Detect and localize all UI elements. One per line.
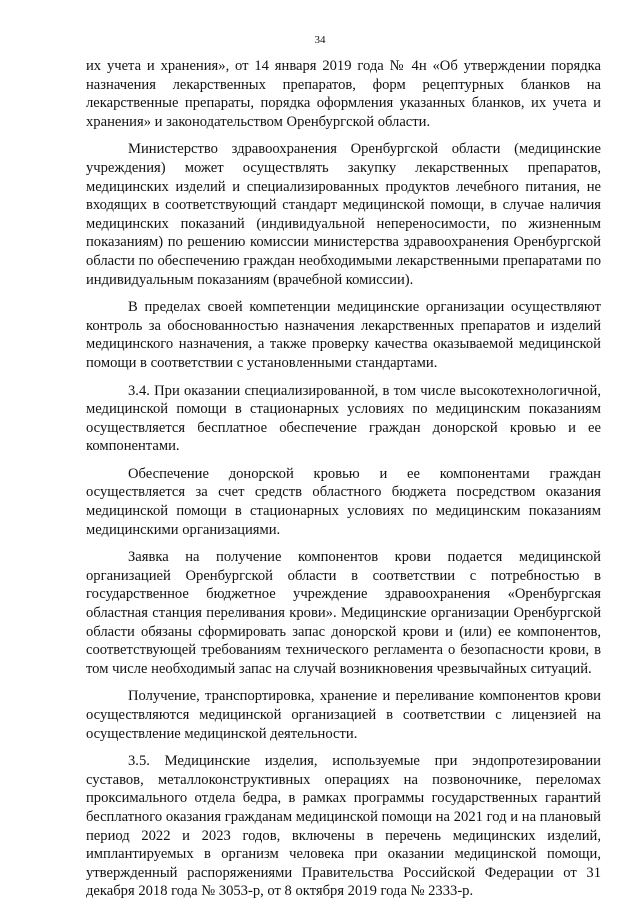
paragraph-section-3-5: 3.5. Медицинские изделия, используемые при эндопротезировании суставов, металлоконструктивных операциях на позвоночнике, переломах проксимального отдела бедра, в рамках программы государственных гарантий бесплатного оказания гражданам медицинской помощи на 2021 год и на плановый период 2022 и 2023 годов, включены в перечень медицинских изделий, имплантируемых в организм человека при оказании медицинской помощи, утвержденный распоряжениями Правительства Российской Федерации от 31 декабря 2018 года № 3053-р, от 8 октября 2019 года № 2333-р.	[86, 753, 601, 900]
paragraph-blood-license: Получение, транспортировка, хранение и переливание компонентов крови осуществляются медицинской организацией в соответствии с лицензией на осуществление медицинской деятельности.	[86, 688, 601, 742]
paragraph-procurement: Министерство здравоохранения Оренбургской области (медицинские учреждения) может осуществлять закупку лекарственных препаратов, медицинских изделий и специализированных продуктов лечебного питания, не входящих в соответствующий стандарт медицинской помощи, в случае наличия медицинских показаний (индивидуальной непереносимости, по жизненным показаниям) по решению комиссии министерства здравоохранения Оренбургской области по обеспечению граждан необходимыми лекарственными препаратами по индивидуальным показаниям (врачебной комиссии).	[86, 141, 601, 288]
paragraph-blood-funding: Обеспечение донорской кровью и ее компонентами граждан осуществляется за счет средств областного бюджета посредством оказания медицинской помощи в стационарных условиях по медицинским показаниям медицинскими организациями.	[86, 465, 601, 538]
paragraph-blood-request: Заявка на получение компонентов крови подается медицинской организацией Оренбургской области в соответствии с потребностью в государственное бюджетное учреждение здравоохранения «Оренбургская областная станция переливания крови». Медицинские организации Оренбургской области обязаны сформировать запас донорской крови и (или) ее компонентов, соответствующей требованиям технического регламента о безопасности крови, в том числе необходимый запас на случай возникновения чрезвычайных ситуаций.	[86, 549, 601, 677]
paragraph-continuation: их учета и хранения», от 14 января 2019 года № 4н «Об утверждении порядка назначения лекарственных препаратов, форм рецептурных бланков на лекарственные препараты, порядка оформления указанных бланков, их учета и хранения» и законодательством Оренбургской области.	[86, 58, 601, 130]
paragraph-quality-control: В пределах своей компетенции медицинские организации осуществляют контроль за обоснованностью назначения лекарственных препаратов и изделий медицинского назначения, а также проверку качества оказываемой медицинской помощи в соответствии с установленными стандартами.	[86, 299, 601, 371]
paragraph-section-3-4: 3.4. При оказании специализированной, в том числе высокотехнологичной, медицинской помощи в стационарных условиях по медицинским показаниям осуществляется бесплатное обеспечение граждан донорской кровью и ее компонентами.	[86, 382, 601, 455]
document-body	[86, 57, 601, 910]
page-number: 34	[314, 34, 326, 46]
